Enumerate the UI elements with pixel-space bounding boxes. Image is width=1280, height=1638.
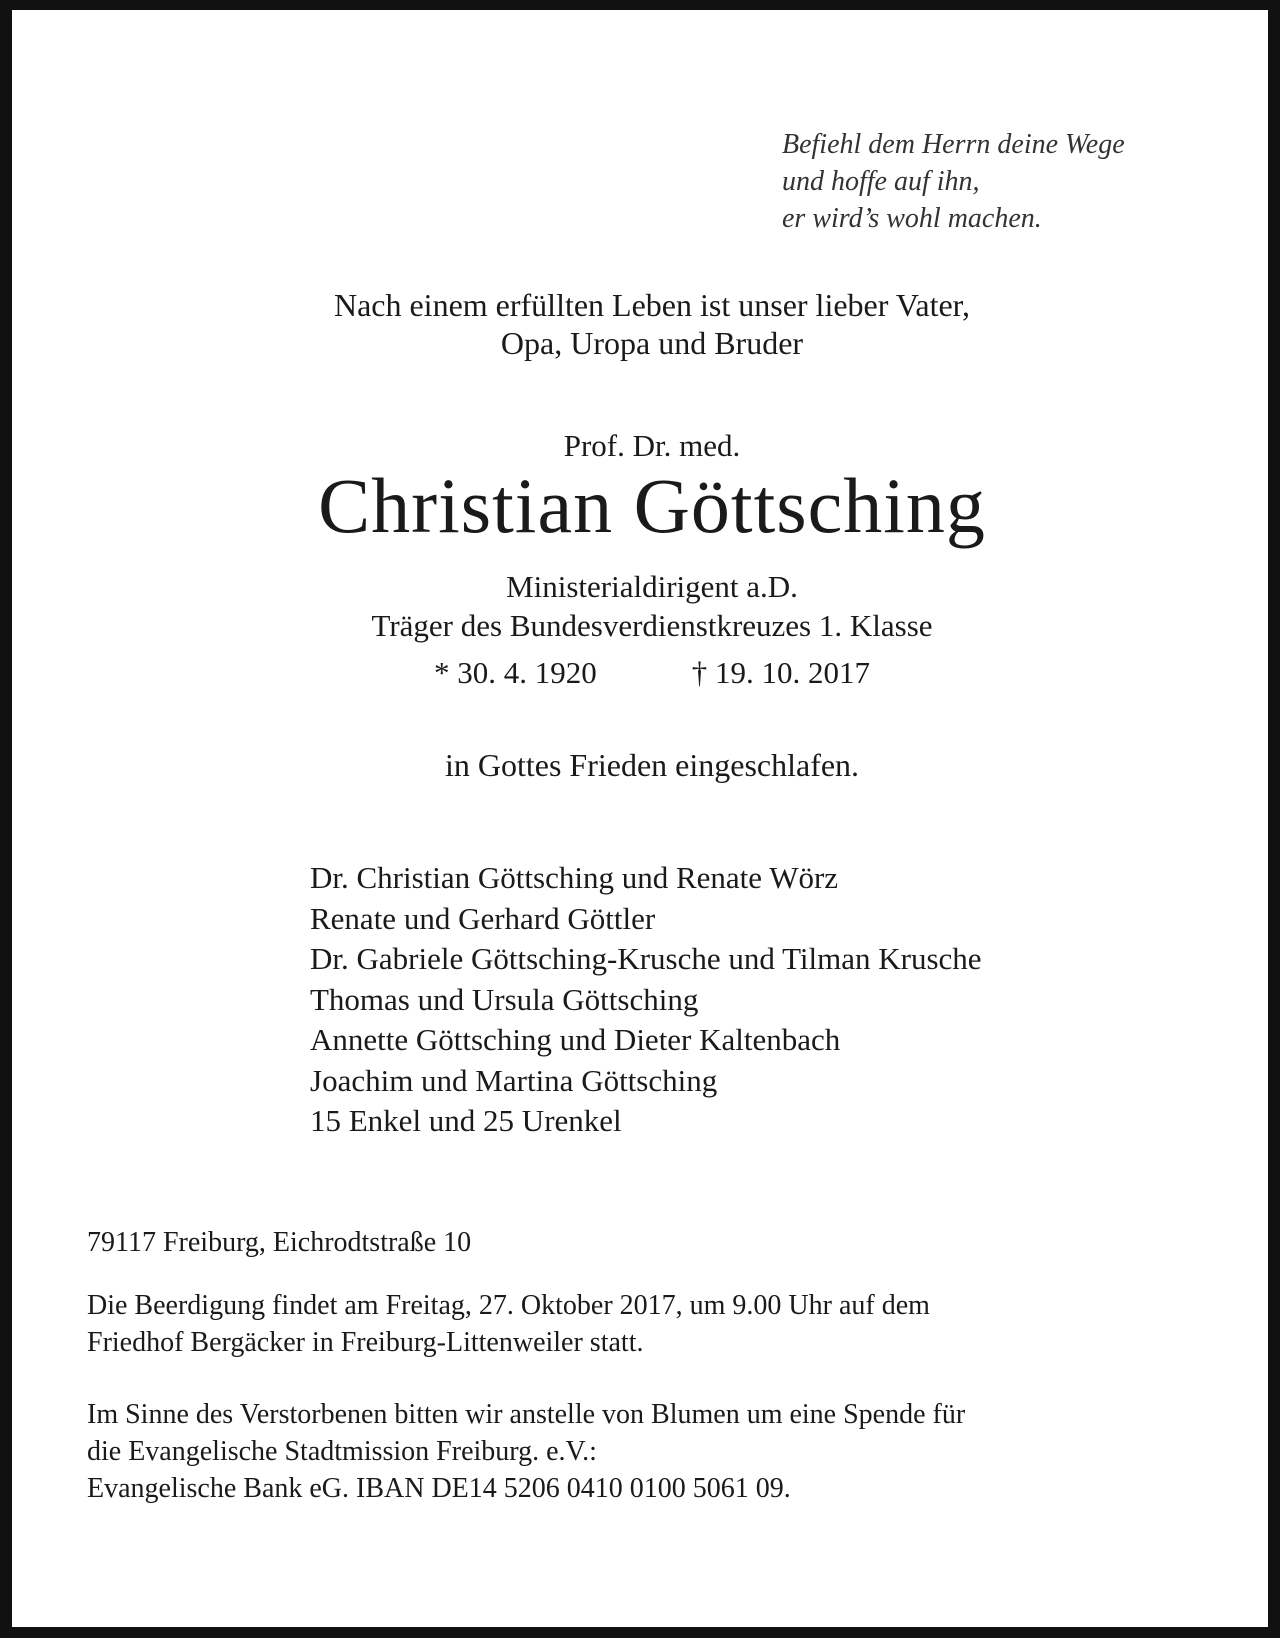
mourner-entry: Dr. Christian Göttsching und Renate Wörz [310,860,839,895]
bible-verse-line: und hoffe auf ihn, [782,166,980,197]
mourner-entry: Annette Göttsching und Dieter Kaltenbach [310,1022,841,1057]
intro-line: Nach einem erfüllten Leben ist unser lieber Vater, [333,287,971,323]
mourner-entry: Dr. Gabriele Göttsching-Krusche und Tilman Krusche [310,941,982,976]
academic-title: Prof. Dr. med. [563,428,741,463]
death-date: † 19. 10. 2017 [691,655,870,690]
bible-verse [782,126,1125,237]
deceased-details [12,567,1280,645]
honor-text: Träger des Bundesverdienstkreuzes 1. Klasse [371,608,933,643]
funeral-line: Friedhof Bergäcker in Freiburg-Littenweiler statt. [87,1327,644,1358]
mourner-entry: 15 Enkel und 25 Urenkel [310,1103,622,1138]
bible-verse-line: Befiehl dem Herrn deine Wege [782,129,1125,160]
position-title: Ministerialdirigent a.D. [506,569,798,604]
mourner-entry: Renate und Gerhard Göttler [310,900,656,936]
deceased-name: Christian Göttsching [318,462,986,549]
bank-details: Evangelische Bank eG. IBAN DE14 5206 0410 0100 5061 09. [87,1473,791,1504]
mourner-entry: Joachim und Martina Göttsching [310,1062,718,1098]
donation-info [87,1396,965,1507]
life-dates [12,654,1280,692]
intro-text [12,286,1280,362]
donation-line: Im Sinne des Verstorbenen bitten wir anstelle von Blumen um eine Spende für [87,1399,966,1430]
funeral-info [87,1287,930,1361]
donation-line: die Evangelische Stadtmission Freiburg. e.V.: [87,1436,597,1467]
passing-text: in Gottes Frieden eingeschlafen. [444,747,860,783]
mourner-entry: Thomas und Ursula Göttsching [310,981,699,1017]
intro-line: Opa, Uropa und Bruder [500,325,804,361]
funeral-line: Die Beerdigung findet am Freitag, 27. Oktober 2017, um 9.00 Uhr auf dem [87,1290,930,1321]
bible-verse-line: er wird’s wohl machen. [782,203,1042,234]
birth-date: * 30. 4. 1920 [434,655,597,690]
mourners-list [310,858,982,1142]
family-address: 79117 Freiburg, Eichrodtstraße 10 [87,1227,472,1258]
